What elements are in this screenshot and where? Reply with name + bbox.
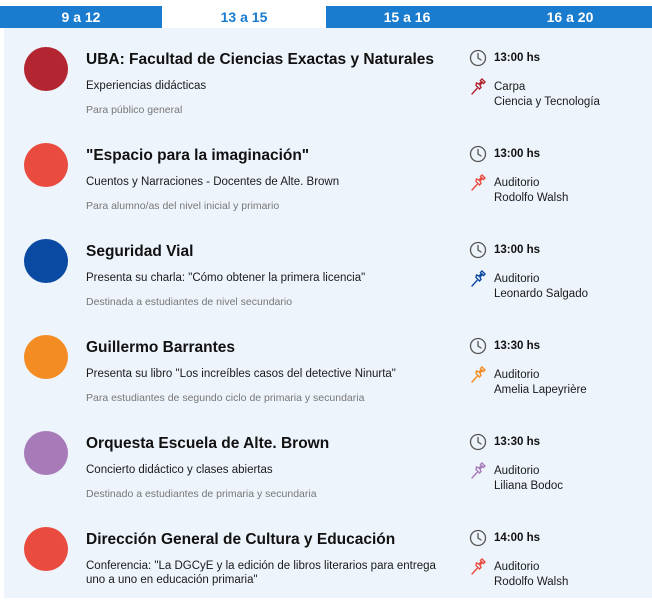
clock-icon — [469, 49, 487, 67]
event-color-dot — [24, 527, 68, 571]
event-venue — [494, 272, 588, 302]
event-title: UBA: Facultad de Ciencias Exactas y Naturales — [86, 51, 435, 68]
event-venue — [494, 368, 587, 398]
events-panel — [4, 28, 652, 598]
event-color-dot — [24, 143, 68, 187]
clock-icon — [469, 241, 487, 259]
venue-line-1: Carpa — [494, 81, 526, 93]
venue-line-2: Amelia Lapeyrière — [494, 384, 587, 396]
clock-icon — [469, 337, 487, 355]
map-pin-icon — [469, 462, 487, 480]
venue-line-1: Auditorio — [494, 465, 540, 477]
clock-icon — [469, 529, 487, 547]
event-venue — [494, 80, 600, 110]
event-color-dot — [24, 239, 68, 283]
event-audience: Para público general — [86, 104, 183, 116]
venue-line-1: Auditorio — [494, 273, 540, 285]
event-subtitle: Presenta su charla: "Cómo obtener la primera licencia" — [86, 272, 366, 284]
venue-line-1: Auditorio — [494, 177, 540, 189]
event-title: "Espacio para la imaginación" — [86, 147, 310, 164]
event-subtitle: Conferencia: "La DGCyE y la edición de libros literarios para entrega uno a uno en educación primaria" — [86, 560, 436, 586]
tab-15-a-16[interactable]: 15 a 16 — [326, 6, 488, 28]
event-subtitle: Concierto didáctico y clases abiertas — [86, 464, 273, 476]
event-time: 14:00 hs — [494, 532, 541, 544]
tab-13-a-15[interactable]: 13 a 15 — [162, 6, 326, 28]
venue-line-1: Auditorio — [494, 369, 540, 381]
event-subtitle: Presenta su libro "Los increíbles casos del detective Ninurta" — [86, 368, 396, 380]
event-title: Orquesta Escuela de Alte. Brown — [86, 435, 330, 452]
event-time: 13:00 hs — [494, 52, 541, 64]
event-audience: Destinada a estudiantes de nivel secundario — [86, 296, 293, 308]
venue-line-2: Leonardo Salgado — [494, 288, 588, 300]
tab-16-a-20[interactable]: 16 a 20 — [488, 6, 652, 28]
event-subtitle: Experiencias didácticas — [86, 80, 207, 92]
venue-line-2: Ciencia y Tecnología — [494, 96, 600, 108]
event-title: Seguridad Vial — [86, 243, 194, 260]
event-item — [4, 28, 652, 124]
event-item — [4, 316, 652, 412]
tab-9-a-12[interactable]: 9 a 12 — [0, 6, 162, 28]
event-subtitle: Cuentos y Narraciones - Docentes de Alte. Brown — [86, 176, 340, 188]
map-pin-icon — [469, 366, 487, 384]
map-pin-icon — [469, 78, 487, 96]
event-venue — [494, 560, 568, 590]
venue-line-2: Rodolfo Walsh — [494, 192, 569, 204]
venue-line-2: Rodolfo Walsh — [494, 576, 569, 588]
event-title: Dirección General de Cultura y Educación — [86, 531, 396, 548]
event-venue — [494, 176, 568, 206]
event-venue — [494, 464, 563, 494]
event-item — [4, 220, 652, 316]
event-item — [4, 124, 652, 220]
event-item — [4, 508, 652, 604]
map-pin-icon — [469, 558, 487, 576]
clock-icon — [469, 433, 487, 451]
map-pin-icon — [469, 270, 487, 288]
event-color-dot — [24, 431, 68, 475]
event-color-dot — [24, 47, 68, 91]
event-color-dot — [24, 335, 68, 379]
event-audience: Para estudiantes de segundo ciclo de primaria y secundaria — [86, 392, 365, 404]
venue-line-2: Liliana Bodoc — [494, 480, 564, 492]
event-time: 13:00 hs — [494, 244, 541, 256]
clock-icon — [469, 145, 487, 163]
venue-line-1: Auditorio — [494, 561, 540, 573]
event-title: Guillermo Barrantes — [86, 339, 236, 356]
event-time: 13:30 hs — [494, 340, 541, 352]
event-audience: Para alumno/as del nivel inicial y primario — [86, 200, 280, 212]
map-pin-icon — [469, 174, 487, 192]
event-audience: Destinado a estudiantes de primaria y secundaria — [86, 488, 317, 500]
time-tabs — [0, 6, 652, 28]
event-time: 13:00 hs — [494, 148, 541, 160]
event-time: 13:30 hs — [494, 436, 541, 448]
event-item — [4, 412, 652, 508]
